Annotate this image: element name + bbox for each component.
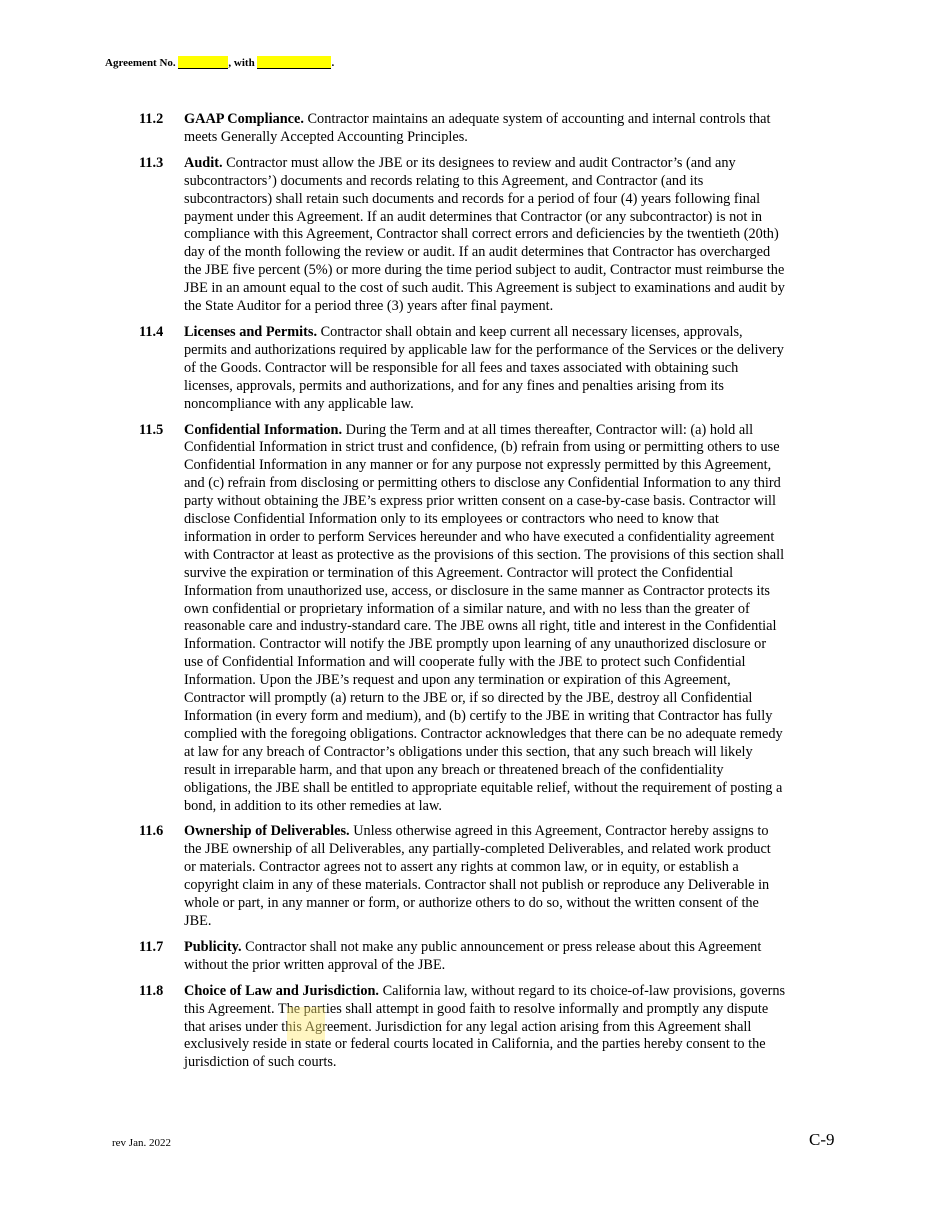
section-11-4 (139, 324, 841, 414)
agreement-no-label: Agreement No. (105, 57, 176, 69)
party-name-blank[interactable] (257, 56, 331, 69)
section-number: 11.2 (139, 111, 164, 127)
sections-list (139, 111, 841, 1080)
section-text: During the Term and at all times thereafter, Contractor will: (a) hold all Confidential Information in strict trust and confidence, (b) refrain from using or permitting others to use Confidential Information in any manner or for any purpose not expressly permitted by this Agreement, and (c) refrain from disclosing or permitting others to disclose any Confidential Information to any third party without obtaining the JBE’s express prior written consent on a case-by-case basis. Contractor will disclose Confidential Information only to its employees or contractors who need to know that information in order to perform Services hereunder and who have executed a confidentiality agreement with Contractor at least as protective as the provisions of this section. The provisions of this section shall survive the expiration or termination of this Agreement. Contractor will protect the Confidential Information from unauthorized use, access, or disclosure in the same manner as Contractor protects its own confidential or proprietary information of a similar nature, and with no less than the greater of reasonable care and industry-standard care. The JBE owns all right, title and interest in the Confidential Information. Contractor will notify the JBE promptly upon learning of any unauthorized disclosure or use of Confidential Information and will cooperate fully with the JBE to protect such Confidential Information. Upon the JBE’s request and upon any termination or expiration of this Agreement, Contractor will promptly (a) return to the JBE or, if so directed by the JBE, destroy all Confidential Information (in every form and medium), and (b) certify to the JBE in writing that Contractor has fully complied with the foregoing obligations. Contractor acknowledges that there can be no adequate remedy at law for any breach of Contractor’s obligations under this section, that any such breach will likely result in irreparable harm, and that upon any breach or threatened breach of the confidentiality obligations, the JBE shall be entitled to appropriate equitable relief, without the requirement of posting a bond, in addition to its other remedies at law. (184, 421, 785, 814)
section-title: Licenses and Permits. (184, 323, 318, 340)
text-selection-highlight (287, 1007, 325, 1041)
section-title: Confidential Information. (184, 421, 343, 438)
section-body (184, 111, 841, 147)
section-title: Ownership of Deliverables. (184, 823, 350, 840)
section-number: 11.5 (139, 421, 164, 438)
section-body (184, 155, 841, 316)
section-11-7 (139, 939, 841, 975)
section-text: California law, without regard to its choice-of-law provisions, governs this Agreement. The parties shall attempt in good faith to resolve informally and promptly any dispute that arises under this Agreement. Jurisdiction for any legal action arising from this Agreement shall exclusively reside in state or federal courts located in California, and the parties hereby consent to the jurisdiction of such courts. (184, 982, 786, 1071)
section-11-5 (139, 422, 841, 816)
section-number: 11.6 (139, 823, 164, 840)
section-11-8 (139, 983, 841, 1073)
section-text: Contractor must allow the JBE or its designees to review and audit Contractor’s (and any subcontractors’) documents and records relating to this Agreement, and Contractor (and its subcontractors) shall retain such documents and records for a period of four (4) years following final payment under this Agreement. If an audit determines that Contractor (or any subcontractor) is not in compliance with this Agreement, Contractor shall correct errors and deficiencies by the twentieth (20th) day of the month following the review or audit. If an audit determines that Contractor has overcharged the JBE five percent (5%) or more during the time period subject to audit, Contractor must reimburse the JBE in an amount equal to the cost of such audit. This Agreement is subject to examinations and audit by the State Auditor for a period three (3) years after final payment. (184, 154, 785, 315)
section-title: Audit. (184, 154, 223, 171)
with-label: , with (228, 57, 255, 69)
section-text: Contractor shall obtain and keep current all necessary licenses, approvals, permits and authorizations required by applicable law for the performance of the Services or the delivery of the Goods. Contractor will be responsible for all fees and taxes associated with obtaining such licenses, approvals, permits and authorizations, and for any fines and penalties arising from its noncompliance with any applicable law. (184, 323, 784, 412)
agreement-number-blank[interactable] (178, 56, 228, 69)
section-title: GAAP Compliance. (184, 111, 304, 127)
header-period: . (331, 57, 335, 69)
agreement-header (105, 56, 334, 69)
section-body (184, 422, 841, 816)
section-number: 11.7 (139, 938, 164, 955)
section-text: Unless otherwise agreed in this Agreement, Contractor hereby assigns to the JBE ownership of all Deliverables, any partially-completed Deliverables, and related work product or materials. Contractor agrees not to assert any rights at common law, or in equity, or establish a copyright claim in any of these materials. Contractor shall not publish or reproduce any Deliverable in whole or part, in any manner or form, or authorize others to do so, without the written consent of the JBE. (184, 823, 771, 929)
section-11-6 (139, 823, 841, 930)
section-11-3 (139, 155, 841, 316)
revision-date: rev Jan. 2022 (112, 1137, 171, 1149)
section-number: 11.8 (139, 982, 164, 999)
section-11-2 (139, 111, 841, 147)
section-body (184, 939, 841, 975)
section-body (184, 823, 841, 930)
page-number: C-9 (809, 1130, 835, 1149)
section-title: Choice of Law and Jurisdiction. (184, 982, 380, 999)
section-title: Publicity. (184, 938, 242, 955)
section-body (184, 983, 841, 1073)
section-text: Contractor shall not make any public announcement or press release about this Agreement without the prior written approval of the JBE. (184, 938, 762, 973)
section-body (184, 324, 841, 414)
section-text: Contractor maintains an adequate system of accounting and internal controls that meets Generally Accepted Accounting Principles. (184, 111, 771, 145)
section-number: 11.3 (139, 154, 164, 171)
section-number: 11.4 (139, 323, 164, 340)
